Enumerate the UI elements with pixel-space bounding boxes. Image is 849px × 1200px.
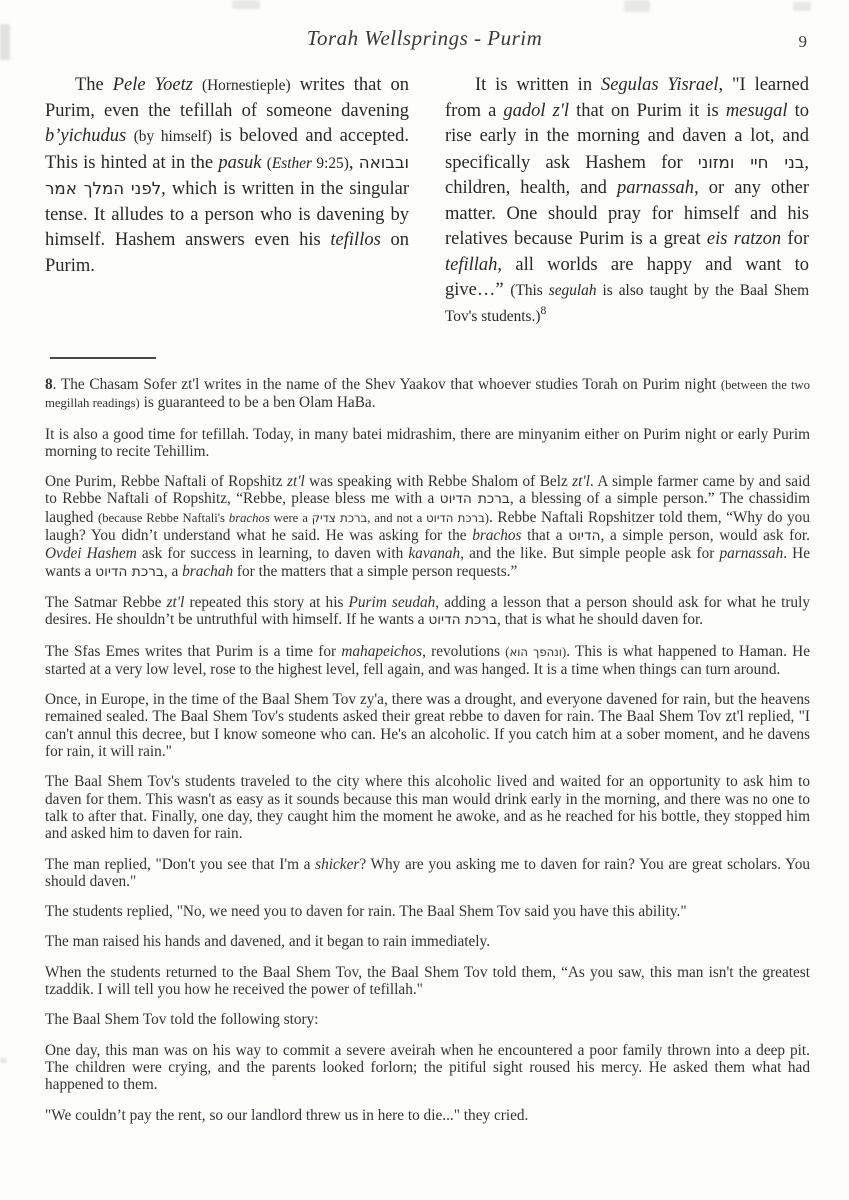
footnote-paragraph: The students replied, "No, we need you to daven for rain. The Baal Shem Tov said you have this ability."	[45, 903, 687, 921]
footnote-paragraph: The Baal Shem Tov told the following story:	[45, 1011, 319, 1029]
page-number: 9	[798, 32, 807, 51]
footnote-separator	[50, 357, 156, 359]
left-column-paragraph: The Pele Yoetz (Hornestieple) writes that on Purim, even the tefillah of someone davening b’yichudus (by himself) is beloved and accepted. This is hinted at in the pasuk (Esther 9:25), ובבואה לפני המלך אמר, which is written in the singular tense. It alludes to a person who is davening by himself. Hashem answers even his tefillos on Purim.	[45, 75, 410, 276]
scan-artifact	[0, 1058, 7, 1063]
footnote-paragraph: The man raised his hands and davened, and it began to rain immediately.	[45, 933, 491, 951]
footnote-paragraph: The Sfas Emes writes that Purim is a time for mahapeichos, revolutions (ונהפך הוא). This is what happened to Haman. He started at a very low level, rose to the highest level, fell again, and was hanged. It is a time when things can turn around.	[45, 642, 810, 678]
footnote-paragraph: Once, in Europe, in the time of the Baal Shem Tov zy'a, there was a drought, and everyone davened for rain, but the heavens remained sealed. The Baal Shem Tov's students asked their great rebbe to daven for rain. The Baal Shem Tov zt'l replied, "I can't annul this decree, but I know someone who can. He's an alcoholic. If you catch him at a sober moment, and he davens for rain, it will rain."	[45, 691, 810, 761]
footnote-paragraph: "We couldn’t pay the rent, so our landlord threw us in here to die..." they cried.	[45, 1106, 529, 1124]
footnote-paragraph: The Baal Shem Tov's students traveled to the city where this alcoholic lived and waited for an opportunity to ask him to daven for them. This wasn't as easy as it sounds because this man would drink early in the morning, and there was no one to talk to after that. Finally, one day, they caught him the moment he awoke, and as he reached for his bottle, they stopped him and asked him to daven for rain.	[45, 773, 810, 843]
footnote-paragraph: The Satmar Rebbe zt'l repeated this story at his Purim seudah, adding a lesson that a person should ask for what he truly desires. He shouldn’t be untruthful with himself. If he wants a ברכת הדיוט, that is what he should daven for.	[45, 593, 810, 629]
footnote-paragraph: One Purim, Rebbe Naftali of Ropshitz zt'l was speaking with Rebbe Shalom of Belz zt'l. A simple farmer came by and said to Rebbe Naftali of Ropshitz, “Rebbe, please bless me with a ברכת הדיוט, a blessing of a simple person.” The chassidim laughed (because Rebbe Naftali's brachos were a ברכת צדיק, and not a ברכת הדיוט). Rebbe Naftali Ropshitzer told them, “Why do you laugh? You didn’t understand what he said. He was asking for the brachos that a הדיוט, a simple person, would ask for. Ovdei Hashem ask for success in learning, to daven with kavanah, and the like. But simple people ask for parnassah. He wants a ברכת הדיוט, a brachah for the matters that a simple person requests.”	[45, 473, 811, 580]
running-header-title: Torah Wellsprings - Purim	[306, 26, 543, 50]
footnote-paragraph: 8. The Chasam Sofer zt'l writes in the name of the Shev Yaakov that whoever studies Torah on Purim night (between the two megillah readings) is guaranteed to be a ben Olam HaBa.	[45, 376, 811, 412]
footnote-paragraph: One day, this man was on his way to commit a severe aveirah when he encountered a poor family thrown into a deep pit. The children were crying, and the parents looked forlorn; the pitiful sight roused his mercy. He asked them what had happened to them.	[45, 1041, 810, 1094]
two-column-body	[45, 73, 809, 329]
footnote-paragraph: The man replied, "Don't you see that I'm a shicker? Why are you asking me to daven for rain? You are great scholars. You should daven."	[45, 855, 810, 890]
footnote-paragraph: It is also a good time for tefillah. Today, in many batei midrashim, there are minyanim either on Purim night or early Purim morning to recite Tehillim.	[45, 425, 810, 460]
page-header	[0, 0, 849, 51]
footnotes-section	[45, 376, 810, 1124]
right-column-paragraph: It is written in Segulas Yisrael, "I learned from a gadol z'l that on Purim it is mesugal to rise early in the morning and daven a lot, and specifically ask Hashem for בני חיי ומזוני, children, health, and parnassah, or any other matter. One should pray for himself and his relatives because Purim is a great eis ratzon for tefillah, all worlds are happy and want to give…” (This segulah is also taught by the Baal Shem Tov's students.)$^8$	[445, 75, 810, 325]
footnote-paragraph: When the students returned to the Baal Shem Tov, the Baal Shem Tov told them, “As you saw, this man isn't the greatest tzaddik. I will tell you how he received the power of tefillah."	[45, 963, 810, 999]
